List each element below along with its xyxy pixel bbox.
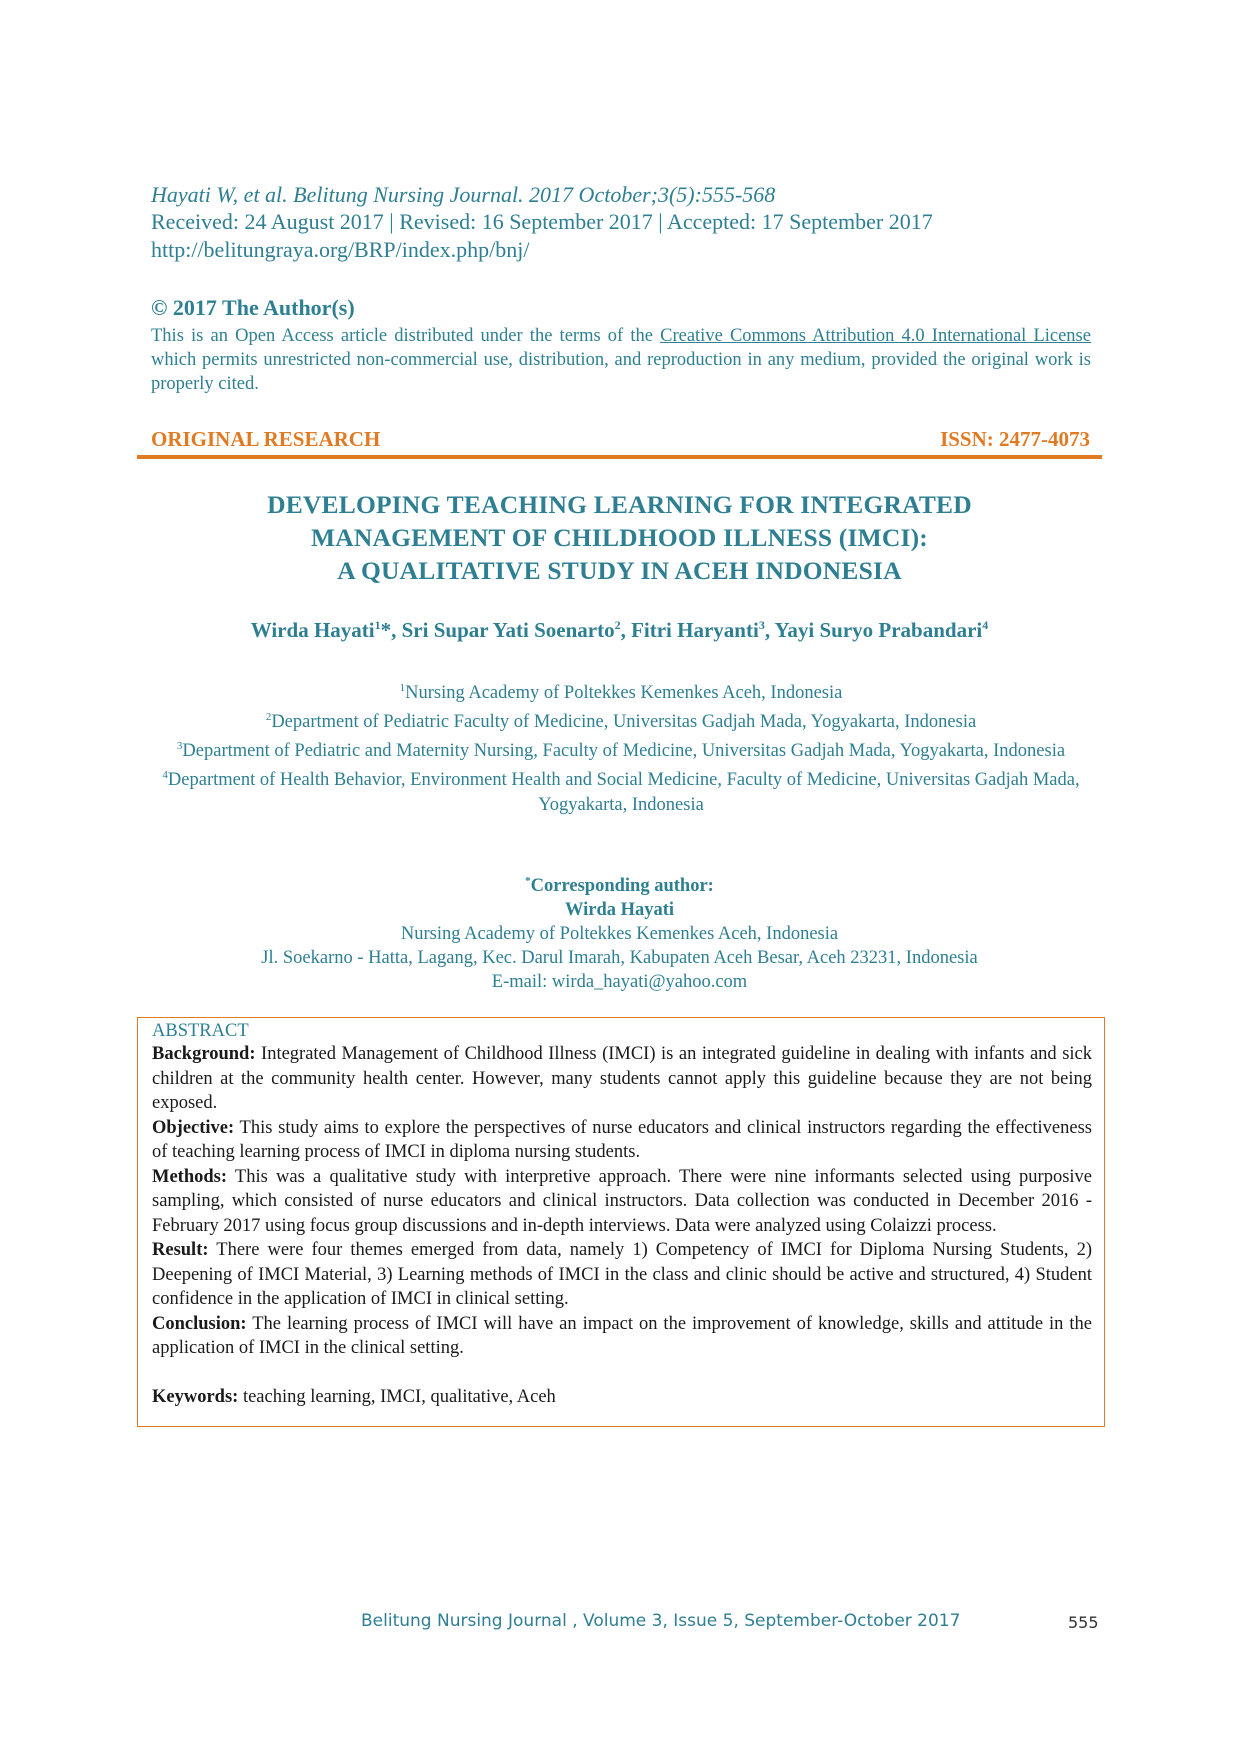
affiliation-item xyxy=(151,705,1091,734)
affiliation-item xyxy=(151,734,1091,763)
abstract-label: Methods: xyxy=(152,1166,228,1187)
abstract-objective xyxy=(152,1116,1092,1165)
section-bar xyxy=(137,425,1102,459)
affiliation-text: Department of Health Behavior, Environment Health and Social Medicine, Faculty of Medicine, Universitas Gadjah Mada, Yogyakarta, Indonesia xyxy=(167,770,1080,815)
corresponding-address: Jl. Soekarno - Hatta, Lagang, Kec. Darul Imarah, Kabupaten Aceh Besar, Aceh 23231, Indonesia xyxy=(261,948,978,969)
author-sup: 3 xyxy=(758,618,765,632)
corresponding-label-text: Corresponding author: xyxy=(530,876,714,897)
paper-title xyxy=(137,488,1102,587)
affiliation-item xyxy=(151,676,1091,705)
license-link[interactable]: Creative Commons Attribution 4.0 International License xyxy=(660,326,1091,346)
abstract-background xyxy=(152,1042,1092,1116)
abstract-label: Background: xyxy=(152,1044,256,1064)
corresponding-sup: * xyxy=(525,875,531,887)
affiliation-text: Department of Pediatric Faculty of Medicine, Universitas Gadjah Mada, Yogyakarta, Indonesia xyxy=(271,712,977,733)
license-statement xyxy=(151,324,1091,396)
abstract-text: This study aims to explore the perspectives of nurse educators and clinical instructors regarding the effectiveness of teaching learning process of IMCI in diploma nursing students. xyxy=(152,1117,1092,1162)
affiliation-text: Department of Pediatric and Maternity Nursing, Faculty of Medicine, Universitas Gadjah Mada, Yogyakarta, Indonesia xyxy=(182,741,1066,762)
abstract-methods xyxy=(152,1165,1092,1239)
author-sep: *, xyxy=(380,618,402,642)
corresponding-email[interactable]: E-mail: wirda_hayati@yahoo.com xyxy=(491,972,748,993)
page-number: 555 xyxy=(1068,1613,1099,1632)
author-name: Yayi Suryo Prabandari xyxy=(774,618,983,642)
author-sup: 4 xyxy=(982,618,989,632)
license-text-before: This is an Open Access article distributed under the terms of the xyxy=(151,326,661,346)
article-type: ORIGINAL RESEARCH xyxy=(151,427,381,451)
author-sep: , xyxy=(620,618,632,642)
abstract-label: Objective: xyxy=(152,1117,235,1138)
abstract-heading: ABSTRACT xyxy=(152,1021,249,1041)
journal-url[interactable]: http://belitungraya.org/BRP/index.php/bnj/ xyxy=(151,237,530,262)
copyright-heading: © 2017 The Author(s) xyxy=(151,295,355,320)
author-name: Fitri Haryanti xyxy=(631,618,759,642)
abstract-label: Result: xyxy=(152,1240,209,1260)
corresponding-name: Wirda Hayati xyxy=(564,900,675,921)
keywords-text: teaching learning, IMCI, qualitative, Aceh xyxy=(238,1386,556,1407)
author-name: Sri Supar Yati Soenarto xyxy=(401,618,615,642)
author-list xyxy=(137,618,1102,643)
corresponding-institution: Nursing Academy of Poltekkes Kemenkes Aceh, Indonesia xyxy=(400,924,839,945)
affiliation-sup: 2 xyxy=(265,711,272,724)
citation-line: Hayati W, et al. Belitung Nursing Journal. 2017 October;3(5):555-568 xyxy=(151,182,776,207)
dates-line: Received: 24 August 2017 | Revised: 16 September 2017 | Accepted: 17 September 2017 xyxy=(151,209,933,234)
author-name: Wirda Hayati xyxy=(250,618,375,642)
title-line-3: A QUALITATIVE STUDY IN ACEH INDONESIA xyxy=(337,556,902,585)
author-sep: , xyxy=(764,618,775,642)
abstract-label: Conclusion: xyxy=(152,1313,247,1334)
author-sup: 2 xyxy=(614,618,621,632)
affiliation-list xyxy=(151,676,1091,817)
footer-journal: Belitung Nursing Journal , Volume 3, Issue 5, September-October 2017 xyxy=(361,1611,961,1631)
keywords-label: Keywords: xyxy=(152,1386,239,1407)
affiliation-text: Nursing Academy of Poltekkes Kemenkes Aceh, Indonesia xyxy=(405,683,843,704)
abstract-text: This was a qualitative study with interpretive approach. There were nine informants selected using purposive sampling, which consisted of nurse educators and clinical instructors. Data collection was conducted in December 2016 - February 2017 using focus group discussions and in-depth interviews. Data were analyzed using Colaizzi process. xyxy=(152,1166,1092,1236)
license-text-after: which permits unrestricted non-commercial use, distribution, and reproduction in any medium, provided the original work is properly cited. xyxy=(151,350,1091,394)
corresponding-author-block xyxy=(137,869,1102,994)
issn: ISSN: 2477-4073 xyxy=(940,427,1090,451)
affiliation-sup: 1 xyxy=(399,682,406,694)
abstract-box xyxy=(137,1017,1105,1427)
affiliation-sup: 4 xyxy=(162,769,168,782)
section-divider xyxy=(137,455,1102,459)
affiliation-sup: 3 xyxy=(176,740,183,753)
abstract-text: The learning process of IMCI will have an impact on the improvement of knowledge, skills and attitude in the application of IMCI in the clinical setting. xyxy=(152,1313,1092,1358)
corresponding-label xyxy=(137,869,1102,898)
abstract-result xyxy=(152,1238,1092,1312)
affiliation-item xyxy=(151,763,1091,816)
abstract-conclusion xyxy=(152,1312,1092,1361)
title-line-1: DEVELOPING TEACHING LEARNING FOR INTEGRATED xyxy=(267,490,972,519)
author-sup: 1 xyxy=(374,618,381,632)
abstract-text: Integrated Management of Childhood Illness (IMCI) is an integrated guideline in dealing with infants and sick children at the community health center. However, many students cannot apply this guideline because they are not being exposed. xyxy=(152,1044,1092,1113)
abstract-text: There were four themes emerged from data, namely 1) Competency of IMCI for Diploma Nursing Students, 2) Deepening of IMCI Material, 3) Learning methods of IMCI in the class and clinic should be active and structured, 4) Student confidence in the application of IMCI in clinical setting. xyxy=(152,1240,1092,1309)
title-line-2: MANAGEMENT OF CHILDHOOD ILLNESS (IMCI): xyxy=(310,523,928,552)
abstract-keywords xyxy=(152,1385,1092,1410)
